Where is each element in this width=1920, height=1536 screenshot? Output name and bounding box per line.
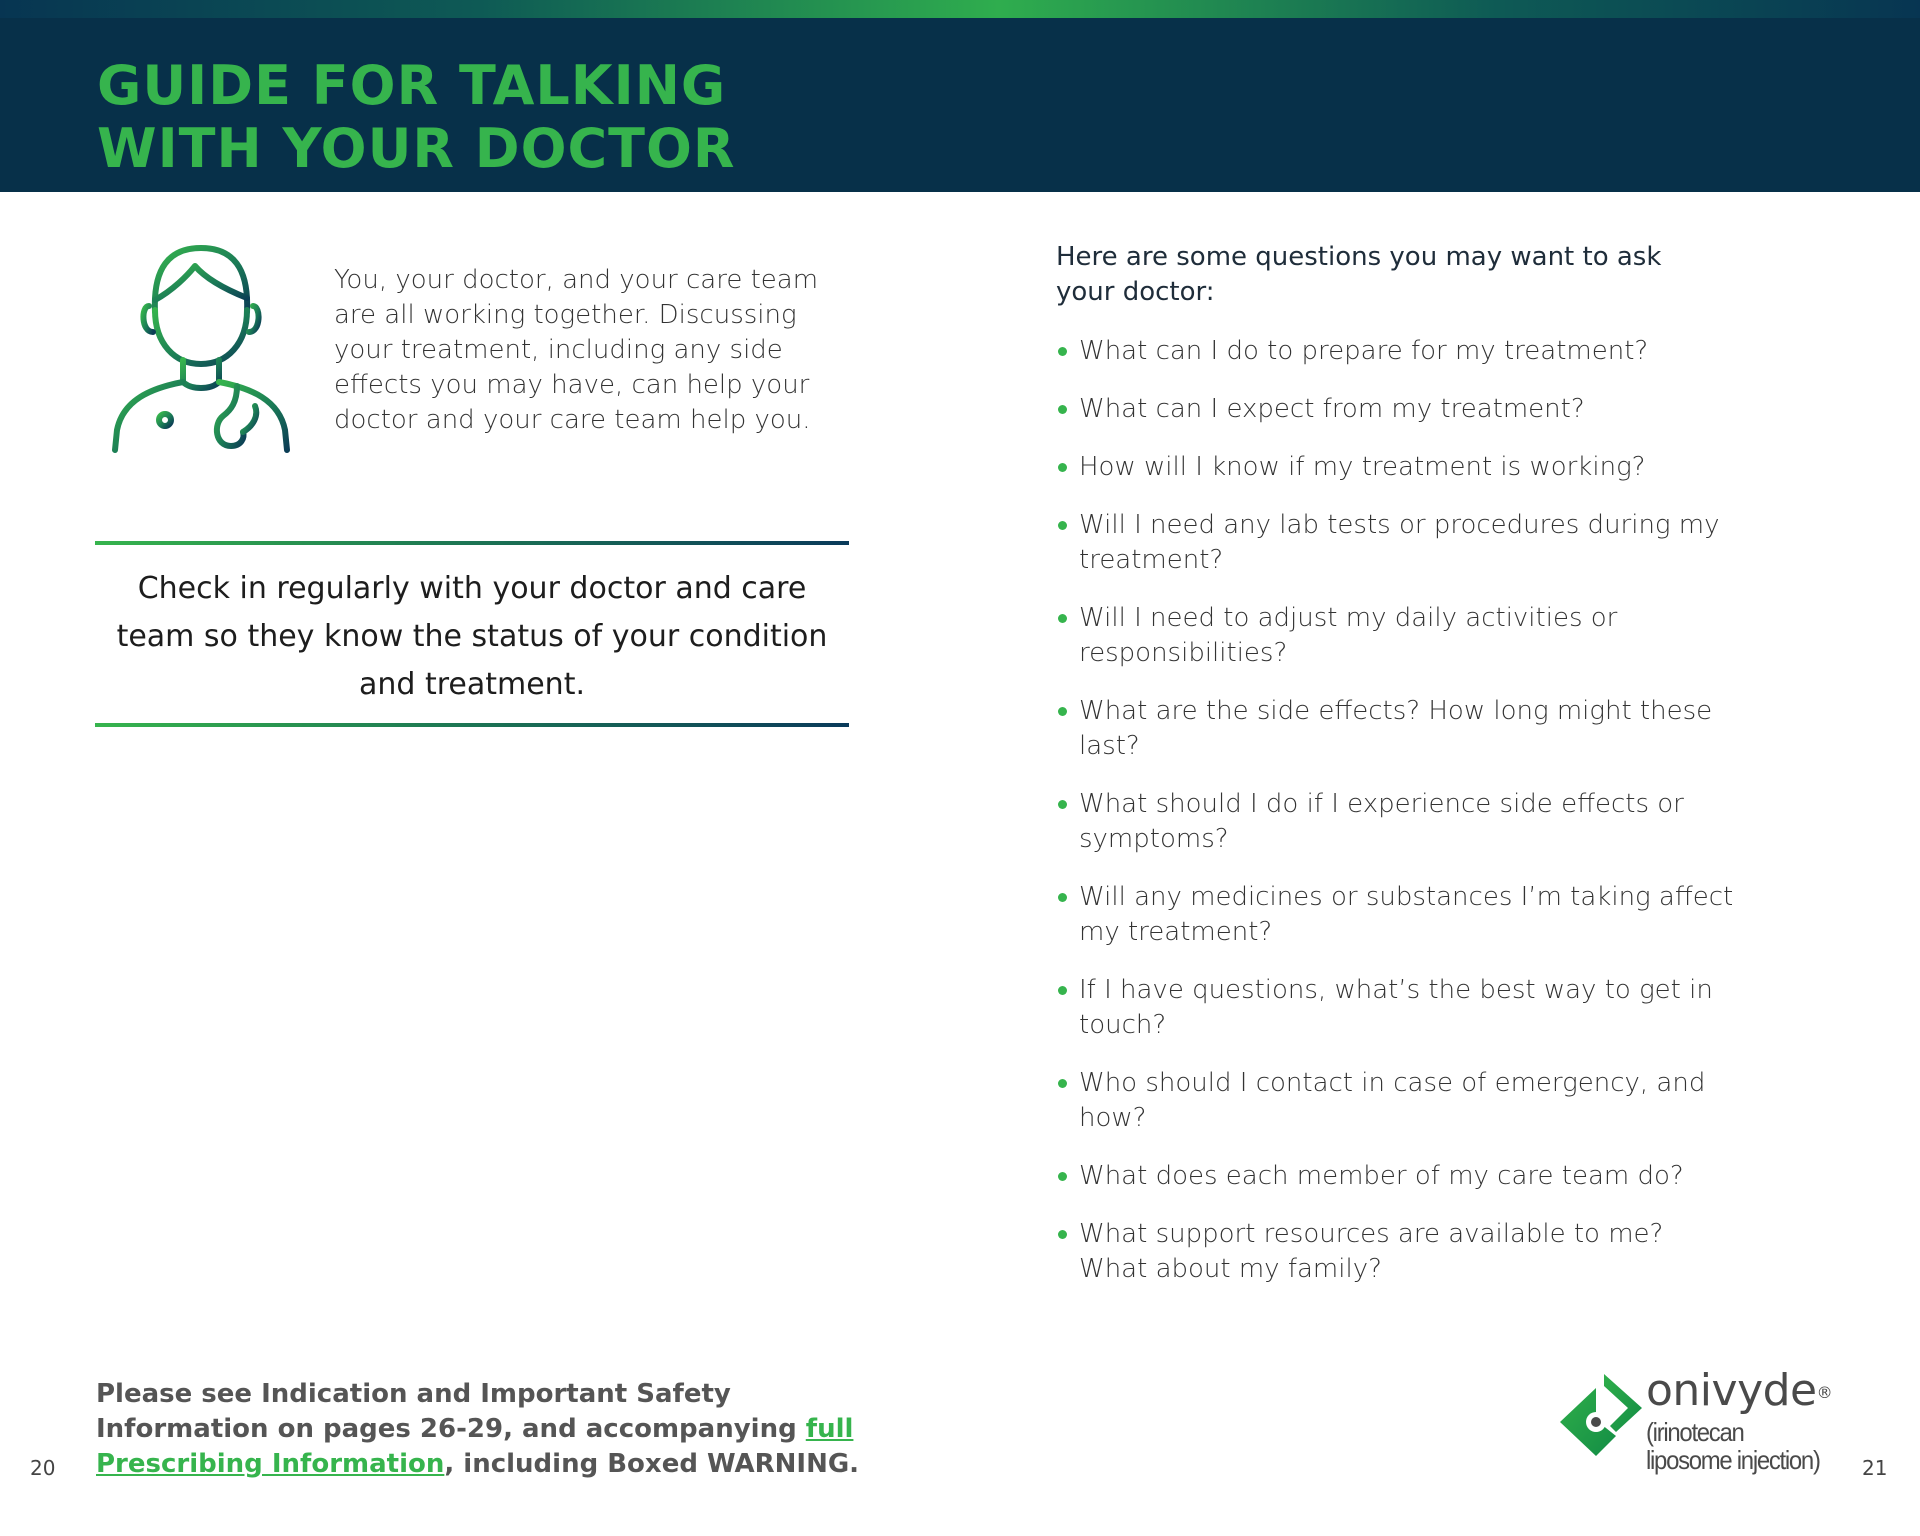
callout-text: Check in regularly with your doctor and care team so they know the status of your condition and treatment. — [116, 571, 828, 702]
top-gradient-bar — [0, 0, 1920, 18]
page-title-line-1: GUIDE FOR TALKING — [97, 54, 727, 117]
brand-generic-name: (irinotecan liposome injection) — [1646, 1417, 1820, 1475]
bullet-icon — [1058, 1230, 1067, 1239]
question-text: Will any medicines or substances I’m taking affect my treatment? — [1079, 882, 1734, 947]
question-item — [1056, 508, 1736, 578]
brand-name-text: onivyde — [1646, 1365, 1817, 1416]
onivyde-logo-mark — [1556, 1370, 1646, 1460]
page-number-right: 21 — [1862, 1456, 1888, 1480]
question-item — [1056, 694, 1736, 764]
question-item — [1056, 1217, 1736, 1287]
bullet-icon — [1058, 707, 1067, 716]
question-text: How will I know if my treatment is working? — [1079, 452, 1646, 482]
question-text: What are the side effects? How long might these last? — [1079, 696, 1713, 761]
bullet-icon — [1058, 1172, 1067, 1181]
question-item — [1056, 392, 1736, 427]
callout-top-divider — [95, 541, 849, 545]
safety-information-note — [96, 1377, 896, 1482]
question-text: Will I need any lab tests or procedures during my treatment? — [1079, 510, 1720, 575]
safety-note-text: Please see Indication and Important Safety Information on pages 26-29, and accompanying — [96, 1379, 806, 1444]
question-text: Who should I contact in case of emergency, and how? — [1079, 1068, 1706, 1133]
questions-list — [1056, 334, 1736, 1310]
question-item — [1056, 787, 1736, 857]
bullet-icon — [1058, 405, 1067, 414]
page-title-line-2: WITH YOUR DOCTOR — [97, 117, 736, 180]
bullet-icon — [1058, 893, 1067, 902]
question-item — [1056, 880, 1736, 950]
doctor-with-stethoscope-icon — [103, 240, 299, 455]
question-text: What does each member of my care team do? — [1079, 1161, 1684, 1191]
bullet-icon — [1058, 521, 1067, 530]
safety-note-text-end: , including Boxed WARNING. — [444, 1449, 860, 1479]
question-text: Will I need to adjust my daily activities or responsibilities? — [1079, 603, 1618, 668]
registered-mark: ® — [1816, 1383, 1833, 1402]
question-item — [1056, 1066, 1736, 1136]
question-item — [1056, 334, 1736, 369]
question-text: If I have questions, what’s the best way to get in touch? — [1079, 975, 1713, 1040]
bullet-icon — [1058, 1079, 1067, 1088]
brand-name — [1646, 1366, 1832, 1416]
page-number-left: 20 — [30, 1456, 56, 1480]
bullet-icon — [1058, 463, 1067, 472]
bullet-icon — [1058, 800, 1067, 809]
callout-bottom-divider — [95, 723, 849, 727]
bullet-icon — [1058, 347, 1067, 356]
page-title — [97, 54, 735, 180]
question-text: What can I expect from my treatment? — [1079, 394, 1585, 424]
prescribing-information-link[interactable]: full Prescribing Information — [96, 1414, 854, 1479]
question-item — [1056, 601, 1736, 671]
question-item — [1056, 973, 1736, 1043]
intro-paragraph: You, your doctor, and your care team are all working together. Discussing your treatment, including any side effects you may have, can help your doctor and your care team help you. — [334, 265, 819, 435]
question-text: What should I do if I experience side effects or symptoms? — [1079, 789, 1684, 854]
question-text: What can I do to prepare for my treatment? — [1079, 336, 1649, 366]
questions-intro: Here are some questions you may want to ask your doctor: — [1056, 242, 1662, 307]
question-text: What support resources are available to me? What about my family? — [1079, 1219, 1664, 1284]
bullet-icon — [1058, 986, 1067, 995]
page-header — [0, 18, 1920, 192]
question-item — [1056, 1159, 1736, 1194]
bullet-icon — [1058, 614, 1067, 623]
question-item — [1056, 450, 1736, 485]
